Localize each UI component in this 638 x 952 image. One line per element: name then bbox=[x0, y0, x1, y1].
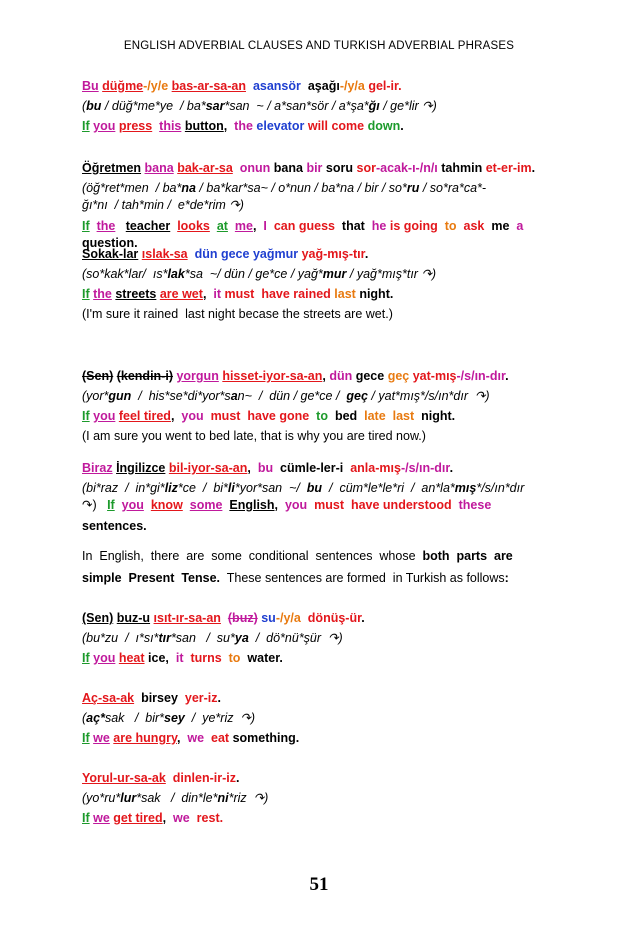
text-run: ıslak-sa bbox=[141, 247, 188, 261]
text-run: you bbox=[181, 409, 204, 423]
text-run: . bbox=[505, 369, 509, 383]
text-run bbox=[452, 498, 459, 512]
text-run: lur bbox=[120, 791, 137, 805]
text-run: mur bbox=[322, 267, 347, 281]
text-run: Yorul-ur-sa-ak bbox=[82, 771, 166, 785]
text-run: aşağı bbox=[307, 79, 340, 93]
text-run: you bbox=[93, 409, 116, 423]
text-run: , bbox=[274, 498, 285, 512]
text-run: , bbox=[202, 287, 214, 301]
text-run: / yat*mış*/s/ın*dır ↷) bbox=[367, 389, 490, 403]
text-run bbox=[222, 651, 229, 665]
text-run: If bbox=[82, 219, 90, 233]
text-run: */s/ın*dır bbox=[476, 481, 525, 495]
text-run: sentences. bbox=[82, 519, 147, 533]
text-run: ↷) bbox=[82, 498, 108, 512]
text-run bbox=[188, 247, 195, 261]
text-run: liz bbox=[164, 481, 178, 495]
text-run: both parts are bbox=[422, 549, 513, 563]
text-run: ni bbox=[217, 791, 229, 805]
text-run: the bbox=[234, 119, 253, 133]
text-run: water. bbox=[247, 651, 283, 665]
text-run: *san / su* bbox=[170, 631, 235, 645]
text-run: Bu bbox=[82, 79, 99, 93]
text-line bbox=[82, 518, 562, 534]
text-run: something. bbox=[232, 731, 300, 745]
text-run: . bbox=[217, 691, 222, 705]
text-run: must bbox=[224, 287, 255, 301]
text-line bbox=[82, 306, 562, 322]
text-line bbox=[82, 790, 562, 806]
text-run: must bbox=[210, 409, 241, 423]
text-run: / dö*nü*şür ↷) bbox=[248, 631, 343, 645]
text-run: *sak / din*le* bbox=[136, 791, 218, 805]
text-run: , bbox=[223, 119, 235, 133]
text-run: (kendin-i) bbox=[116, 369, 173, 383]
text-run: / so*ra*ca*- bbox=[419, 181, 487, 195]
text-line bbox=[82, 428, 562, 444]
text-run: , bbox=[162, 811, 174, 825]
text-run: at bbox=[216, 219, 228, 233]
text-run: yorgun bbox=[176, 369, 219, 383]
text-run: have gone bbox=[247, 409, 310, 423]
text-run bbox=[210, 219, 217, 233]
text-run: -/s/ın-dır bbox=[400, 461, 450, 475]
text-run: . bbox=[449, 461, 454, 475]
text-run: / ge*lir ↷) bbox=[379, 99, 437, 113]
text-run: , bbox=[252, 219, 264, 233]
text-run: bu bbox=[257, 461, 274, 475]
text-run: ğı*nı / tah*min / e*de*rim ↷) bbox=[82, 198, 244, 212]
text-run: late bbox=[364, 409, 386, 423]
text-run: that bbox=[341, 219, 365, 233]
text-run: Sokak-lar bbox=[82, 247, 139, 261]
text-run: button bbox=[184, 119, 224, 133]
text-run: geç bbox=[387, 369, 410, 383]
text-run: Aç-sa-ak bbox=[82, 691, 135, 705]
text-run: bana bbox=[144, 161, 174, 175]
text-run: bana bbox=[273, 161, 303, 175]
text-line bbox=[82, 388, 562, 404]
text-run: na bbox=[181, 181, 196, 195]
text-run: , bbox=[170, 409, 182, 423]
text-run: et-er-im bbox=[485, 161, 532, 175]
text-run: anla-mış bbox=[350, 461, 401, 475]
text-line bbox=[82, 98, 562, 114]
text-run: English bbox=[229, 498, 275, 512]
text-run: ısıt-ır-sa-an bbox=[153, 611, 221, 625]
text-run: you bbox=[284, 498, 308, 512]
text-run bbox=[221, 611, 228, 625]
text-run: simple Present Tense. bbox=[82, 571, 221, 585]
text-run bbox=[204, 731, 211, 745]
text-line bbox=[82, 810, 562, 826]
text-run: (yo*ru* bbox=[82, 791, 121, 805]
text-run: ru bbox=[406, 181, 420, 195]
text-run: get tired bbox=[113, 811, 163, 825]
text-run: teacher bbox=[125, 219, 171, 233]
text-run: These sentences are formed in Turkish as follows bbox=[220, 571, 505, 585]
text-run: tır bbox=[158, 631, 171, 645]
text-run: to bbox=[228, 651, 241, 665]
text-run: Öğretmen bbox=[82, 161, 142, 175]
text-run: must bbox=[314, 498, 344, 512]
text-run: -acak-ı-/n/ı bbox=[375, 161, 438, 175]
text-run: he bbox=[371, 219, 387, 233]
text-line bbox=[82, 480, 562, 496]
text-run: (bu*zu / ı*sı* bbox=[82, 631, 159, 645]
text-run: onun bbox=[239, 161, 271, 175]
text-run: asansör bbox=[252, 79, 301, 93]
text-run: *san ~ / a*san*sör / a*şa* bbox=[224, 99, 369, 113]
text-run: ( bbox=[82, 711, 87, 725]
text-run bbox=[204, 409, 211, 423]
text-run bbox=[90, 219, 97, 233]
text-line bbox=[82, 710, 562, 726]
text-line bbox=[82, 690, 562, 706]
text-run: some bbox=[189, 498, 223, 512]
text-line bbox=[82, 160, 562, 176]
text-run: Biraz bbox=[82, 461, 113, 475]
text-run: -/y/a bbox=[339, 79, 365, 93]
text-run: (bi*raz / in*gi* bbox=[82, 481, 165, 495]
text-run: ğı bbox=[368, 99, 380, 113]
text-run: *riz ↷) bbox=[228, 791, 269, 805]
text-run: . bbox=[364, 247, 369, 261]
text-run: : bbox=[504, 571, 509, 585]
text-line bbox=[82, 460, 562, 476]
text-run: / cüm*le*le*ri / an*la* bbox=[322, 481, 455, 495]
text-run: bak-ar-sa bbox=[177, 161, 233, 175]
text-run: rest. bbox=[196, 811, 224, 825]
text-run: . bbox=[531, 161, 536, 175]
text-run: cümle-ler-i bbox=[280, 461, 344, 475]
text-run: , bbox=[322, 369, 326, 383]
text-run: . bbox=[361, 611, 365, 625]
text-run: bil-iyor-sa-an bbox=[168, 461, 248, 475]
text-run: If bbox=[82, 731, 90, 745]
text-line bbox=[82, 730, 562, 746]
text-line bbox=[82, 548, 562, 564]
text-run: (yor* bbox=[82, 389, 109, 403]
text-run bbox=[267, 219, 274, 233]
text-run: dün gece bbox=[194, 247, 250, 261]
text-line bbox=[82, 610, 562, 626]
text-run: (Sen) bbox=[82, 611, 114, 625]
text-line bbox=[82, 118, 562, 134]
text-run: these bbox=[458, 498, 492, 512]
text-run: bu bbox=[306, 481, 323, 495]
text-line bbox=[82, 78, 562, 94]
text-run: night. bbox=[359, 287, 394, 301]
text-run: night. bbox=[421, 409, 456, 423]
text-run: (I'm sure it rained last night becase the streets are wet.) bbox=[82, 307, 393, 321]
text-run: we bbox=[187, 731, 205, 745]
text-line bbox=[82, 218, 562, 234]
text-run: birsey bbox=[141, 691, 178, 705]
text-run: to bbox=[444, 219, 457, 233]
text-run: have understood bbox=[350, 498, 452, 512]
text-run: (I am sure you went to bed late, that is why you are tired now.) bbox=[82, 429, 426, 443]
text-run: -/y/a bbox=[275, 611, 301, 625]
text-run: n~ / dün / ge*ce / bbox=[237, 389, 347, 403]
text-run: hisset-iyor-sa-an bbox=[222, 369, 323, 383]
running-header: ENGLISH ADVERBIAL CLAUSES AND TURKISH ADVERBIAL PHRASES bbox=[123, 40, 515, 52]
text-line bbox=[82, 650, 562, 666]
text-run: *sa ~/ dün / ge*ce / yağ* bbox=[184, 267, 323, 281]
text-run bbox=[301, 611, 308, 625]
text-run bbox=[233, 161, 240, 175]
text-run: (öğ*ret*men / ba* bbox=[82, 181, 182, 195]
text-run bbox=[301, 79, 308, 93]
text-run: yer-iz bbox=[184, 691, 218, 705]
text-line bbox=[82, 497, 562, 513]
text-line bbox=[82, 197, 562, 213]
text-line bbox=[82, 286, 562, 302]
text-run: bir bbox=[306, 161, 323, 175]
text-run: If bbox=[82, 119, 90, 133]
text-run: lak bbox=[167, 267, 185, 281]
text-run bbox=[246, 79, 253, 93]
text-run: ice bbox=[148, 651, 166, 665]
text-run: to bbox=[316, 409, 328, 423]
text-run: we bbox=[93, 731, 110, 745]
text-run bbox=[115, 498, 122, 512]
text-run: is going bbox=[389, 219, 438, 233]
text-line bbox=[82, 180, 562, 196]
text-run: soru bbox=[325, 161, 354, 175]
text-run: are wet bbox=[159, 287, 203, 301]
text-line bbox=[82, 266, 562, 282]
text-run: / düğ*me*ye / ba* bbox=[101, 99, 206, 113]
text-run bbox=[328, 409, 335, 423]
text-run bbox=[344, 498, 351, 512]
text-run: aç* bbox=[86, 711, 105, 725]
text-run: I bbox=[263, 219, 267, 233]
text-run: -/s/ın-dır bbox=[456, 369, 506, 383]
text-run bbox=[273, 461, 280, 475]
text-run: -/y/e bbox=[143, 79, 169, 93]
text-run bbox=[457, 219, 464, 233]
text-run: li bbox=[227, 481, 235, 495]
text-run: last bbox=[392, 409, 415, 423]
text-run bbox=[144, 498, 151, 512]
text-run: know bbox=[150, 498, 183, 512]
text-run: bas-ar-sa-an bbox=[171, 79, 246, 93]
text-run: gun bbox=[108, 389, 132, 403]
text-run: this bbox=[159, 119, 182, 133]
text-run: / ye*riz ↷) bbox=[184, 711, 256, 725]
text-run: eat bbox=[211, 731, 230, 745]
text-run: dinlen-ir-iz bbox=[172, 771, 236, 785]
text-run: a bbox=[516, 219, 524, 233]
text-run: sak / bir* bbox=[104, 711, 164, 725]
text-run: , bbox=[247, 461, 251, 475]
text-run bbox=[190, 811, 197, 825]
text-line bbox=[82, 408, 562, 424]
text-run bbox=[115, 219, 125, 233]
text-line bbox=[82, 770, 562, 786]
text-run: İngilizce bbox=[116, 461, 166, 475]
text-run: sor bbox=[356, 161, 376, 175]
text-run: / his*se*di*yor*s bbox=[131, 389, 231, 403]
text-run: we bbox=[93, 811, 110, 825]
text-run: yağmur bbox=[252, 247, 299, 261]
text-run bbox=[335, 219, 342, 233]
text-run: If bbox=[82, 287, 90, 301]
text-run bbox=[228, 219, 235, 233]
text-run: gece bbox=[355, 369, 385, 383]
text-run: can guess bbox=[273, 219, 335, 233]
text-run: question. bbox=[82, 236, 138, 250]
text-run: down bbox=[367, 119, 401, 133]
text-run: are hungry bbox=[113, 731, 177, 745]
text-run: feel tired bbox=[118, 409, 171, 423]
text-run bbox=[365, 219, 372, 233]
text-run: sey bbox=[164, 711, 185, 725]
text-run: ( bbox=[82, 99, 87, 113]
text-run: geç bbox=[346, 389, 368, 403]
text-run: buz-u bbox=[116, 611, 151, 625]
text-run: (buz) bbox=[227, 611, 258, 625]
text-run: dönüş-ür bbox=[307, 611, 362, 625]
text-run: mış bbox=[454, 481, 477, 495]
text-run: the bbox=[93, 287, 112, 301]
text-run: it bbox=[213, 287, 221, 301]
text-run: me bbox=[491, 219, 510, 233]
page-number: 51 bbox=[309, 874, 329, 895]
text-run bbox=[251, 461, 258, 475]
text-run bbox=[183, 498, 190, 512]
text-run: last bbox=[334, 287, 356, 301]
text-run: we bbox=[173, 811, 190, 825]
text-run: heat bbox=[118, 651, 145, 665]
text-run: / ba*kar*sa~ / o*nun / ba*na / bir / so* bbox=[195, 181, 407, 195]
text-run: In English, there are some conditional sentences whose bbox=[82, 549, 423, 563]
text-run: looks bbox=[177, 219, 210, 233]
text-run: it bbox=[175, 651, 184, 665]
text-run: , bbox=[165, 651, 176, 665]
text-run: (Sen) bbox=[82, 369, 114, 383]
text-line bbox=[82, 570, 562, 586]
text-run: sar bbox=[205, 99, 225, 113]
text-run: yat-mış bbox=[412, 369, 457, 383]
text-run: gel-ir. bbox=[368, 79, 402, 93]
text-run bbox=[438, 219, 445, 233]
text-run: a bbox=[230, 389, 238, 403]
text-run: me bbox=[234, 219, 253, 233]
text-run: su bbox=[261, 611, 276, 625]
text-run: If bbox=[107, 498, 115, 512]
text-line bbox=[82, 368, 562, 384]
text-run: dün bbox=[329, 369, 353, 383]
text-run bbox=[166, 771, 173, 785]
text-run: press bbox=[118, 119, 153, 133]
text-run: bed bbox=[334, 409, 358, 423]
text-run bbox=[386, 409, 393, 423]
text-run: yağ-mış-tır bbox=[301, 247, 365, 261]
text-run: you bbox=[93, 651, 116, 665]
text-line bbox=[82, 246, 562, 262]
text-run: (so*kak*lar/ ıs* bbox=[82, 267, 168, 281]
text-run: elevator bbox=[256, 119, 305, 133]
text-run: you bbox=[93, 119, 116, 133]
text-run: ask bbox=[463, 219, 485, 233]
text-run: If bbox=[82, 409, 90, 423]
text-line bbox=[82, 630, 562, 646]
text-run: turns bbox=[190, 651, 222, 665]
text-run: you bbox=[121, 498, 144, 512]
text-run: *yor*san ~/ bbox=[234, 481, 307, 495]
text-run: If bbox=[82, 811, 90, 825]
text-run: tahmin bbox=[441, 161, 483, 175]
text-run: . bbox=[235, 771, 240, 785]
text-run: düğme bbox=[102, 79, 144, 93]
text-run: ya bbox=[234, 631, 249, 645]
text-run: If bbox=[82, 651, 90, 665]
text-run: the bbox=[96, 219, 116, 233]
text-run: *ce / bi* bbox=[177, 481, 228, 495]
text-run: . bbox=[400, 119, 404, 133]
text-run: streets bbox=[115, 287, 157, 301]
text-run: / yağ*mış*tır ↷) bbox=[346, 267, 437, 281]
text-run bbox=[178, 691, 185, 705]
text-run: have rained bbox=[261, 287, 331, 301]
text-run: bu bbox=[86, 99, 102, 113]
text-run: will come bbox=[307, 119, 365, 133]
text-run: , bbox=[176, 731, 188, 745]
